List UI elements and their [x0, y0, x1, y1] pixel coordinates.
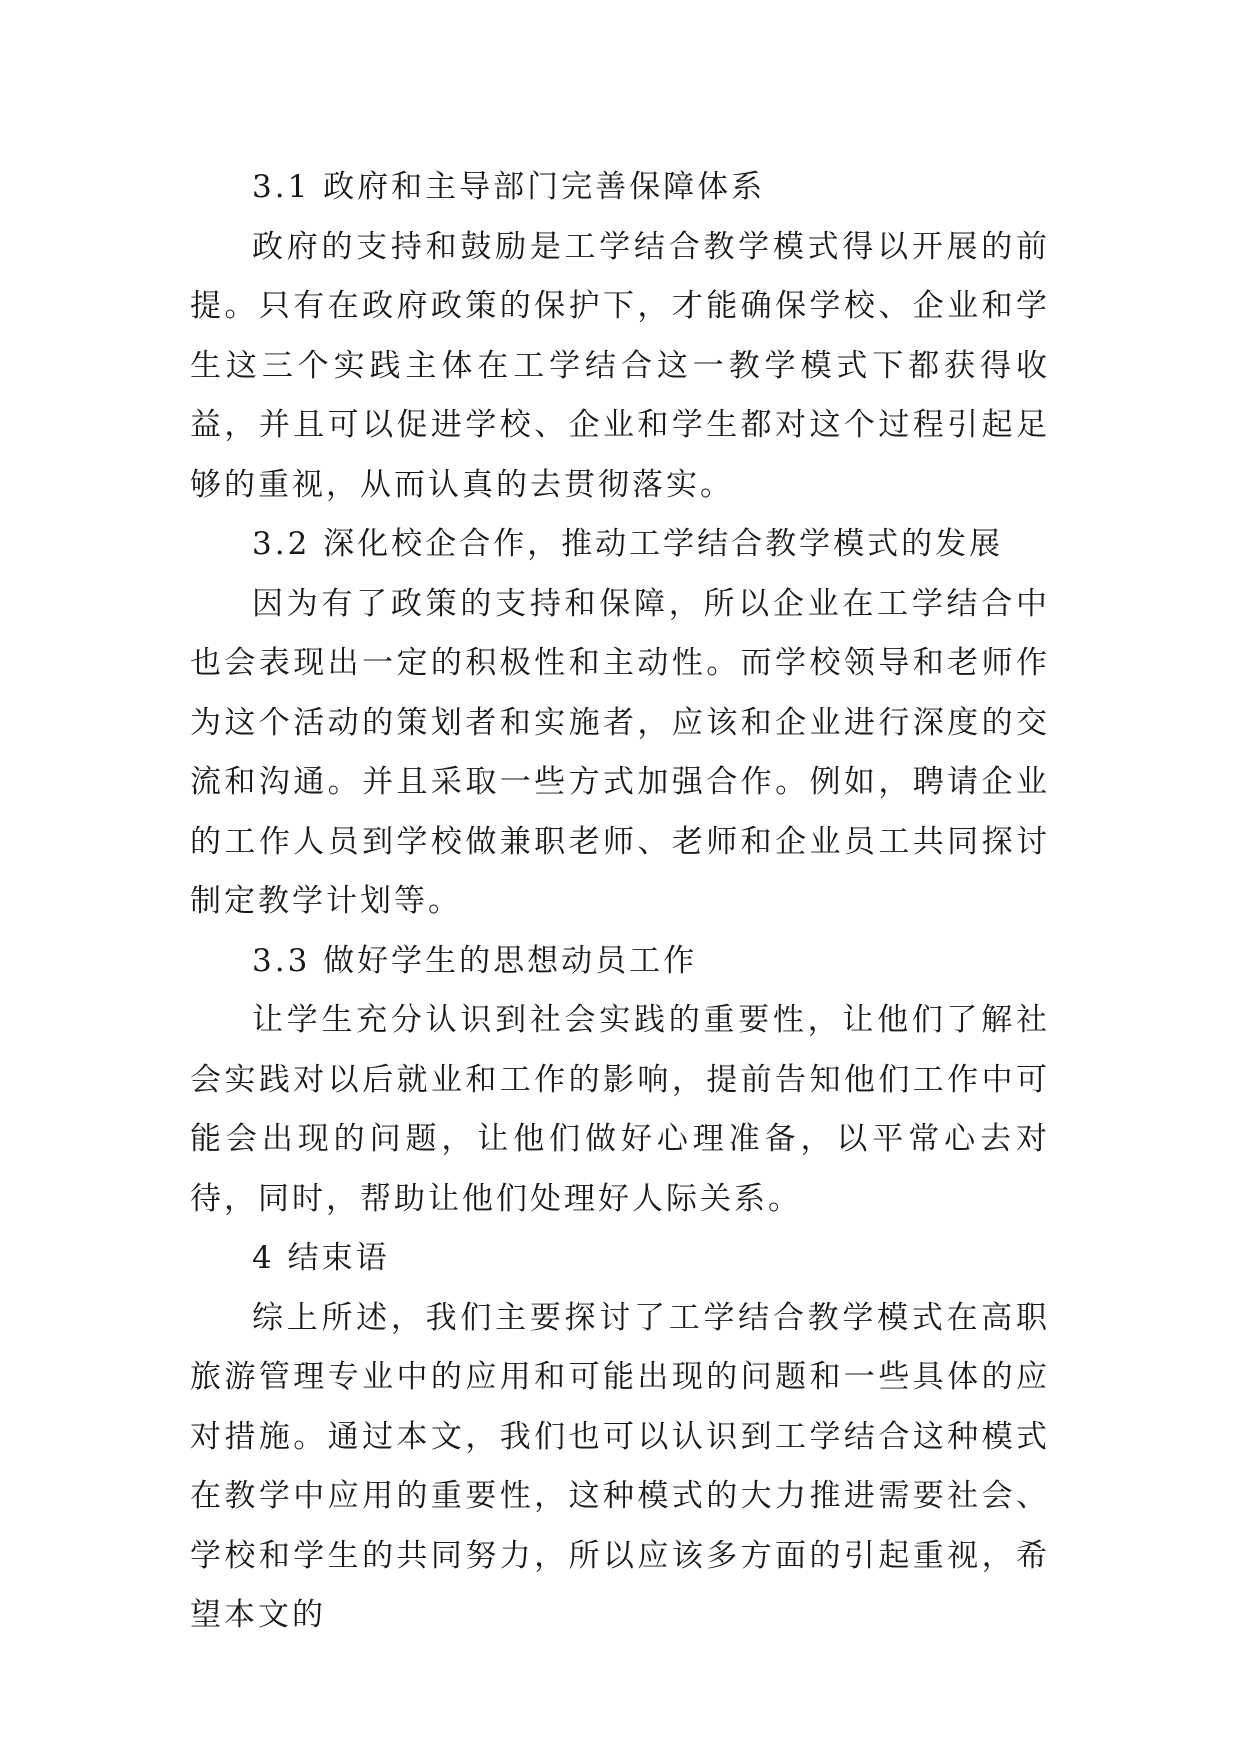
section-paragraph-3-2: 因为有了政策的支持和保障，所以企业在工学结合中也会表现出一定的积极性和主动性。而学校领导和老师作为这个活动的策划者和实施者，应该和企业进行深度的交流和沟通。并且采取一些方式加强合作。例如，聘请企业的工作人员到学校做兼职老师、老师和企业员工共同探讨制定教学计划等。	[190, 585, 1050, 919]
section-heading-4: 4 结束语	[252, 1240, 390, 1276]
section-heading-3-3: 3.3 做好学生的思想动员工作	[252, 942, 698, 979]
section-paragraph-4: 综上所述，我们主要探讨了工学结合教学模式在高职旅游管理专业中的应用和可能出现的问题和一些具体的应对措施。通过本文，我们也可以认识到工学结合这种模式在教学中应用的重要性，这种模式的大力推进需要社会、学校和学生的共同努力，所以应该多方面的引起重视，希望本文的	[190, 1299, 1050, 1633]
section-heading-3-1: 3.1 政府和主导部门完善保障体系	[252, 169, 766, 205]
section-paragraph-3-3: 让学生充分认识到社会实践的重要性，让他们了解社会实践对以后就业和工作的影响，提前告知他们工作中可能会出现的问题，让他们做好心理准备，以平常心去对待，同时，帮助让他们处理好人际关系。	[190, 1002, 1050, 1217]
section-heading-3-2: 3.2 深化校企合作，推动工学结合教学模式的发展	[252, 526, 1004, 562]
document-body	[190, 158, 1050, 1646]
section-paragraph-3-1: 政府的支持和鼓励是工学结合教学模式得以开展的前提。只有在政府政策的保护下，才能确保学校、企业和学生这三个实践主体在工学结合这一教学模式下都获得收益，并且可以促进学校、企业和学生都对这个过程引起足够的重视，从而认真的去贯彻落实。	[190, 228, 1050, 503]
